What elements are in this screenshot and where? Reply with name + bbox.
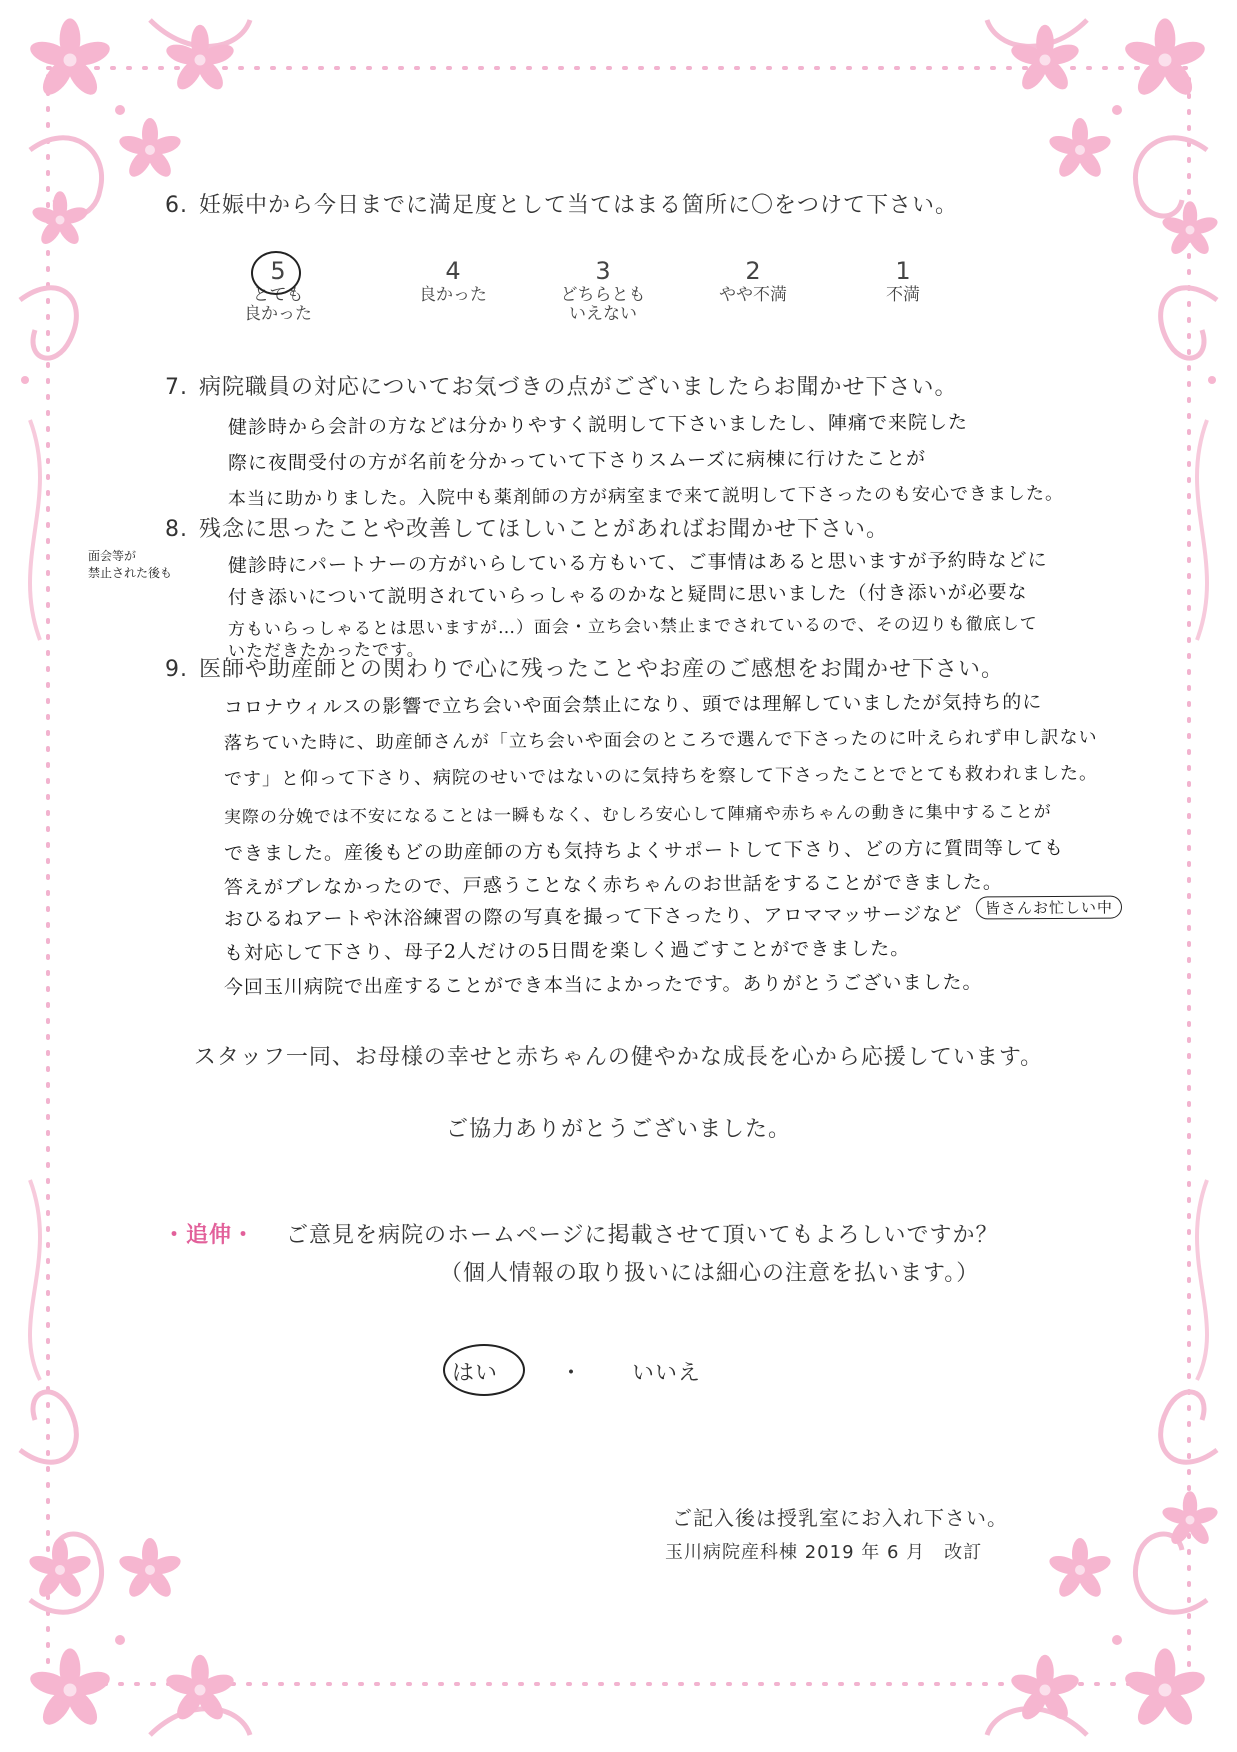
- q6-option-3-label-1: どちらとも: [560, 285, 646, 305]
- postscript-label: ・追伸・: [163, 1223, 256, 1248]
- q6-option-4[interactable]: [393, 258, 513, 305]
- q8-number: 8.: [165, 517, 188, 542]
- q6-option-4-label-1: 良かった: [419, 285, 487, 305]
- q6-option-1-value: 1: [895, 257, 911, 285]
- q9-answer-line-1: コロナウィルスの影響で立ち会いや面会禁止になり、頭では理解していましたが気持ち的に: [223, 691, 1043, 719]
- q6-option-5-label-2: 良かった: [244, 304, 312, 324]
- q7-number: 7.: [165, 375, 188, 400]
- q6-number: 6.: [165, 193, 188, 218]
- q8-answer-line-1: 健診時にパートナーの方がいらしている方もいて、ご事情はあると思いますが予約時などに: [227, 549, 1048, 577]
- q6-option-3-label-2: いえない: [569, 304, 637, 324]
- q6-option-3-value: 3: [595, 257, 611, 285]
- q8-answer-line-4: いただきたかったです。: [227, 640, 425, 662]
- closing-message: スタッフ一同、お母様の幸せと赤ちゃんの健やかな成長を心から応援しています。: [193, 1045, 1044, 1070]
- q9-insertion-note: 皆さんお忙しい中: [976, 895, 1122, 919]
- q8-margin-note-line-1: 面会等が: [88, 549, 137, 563]
- q6-option-1-label-1: 不満: [886, 285, 920, 305]
- q9-answer-line-6: 答えがブレなかったので、戸惑うことなく赤ちゃんのお世話をすることができました。: [223, 871, 1003, 899]
- q9-question-text: 医師や助産師との関わりで心に残ったことやお産のご感想をお聞かせ下さい。: [199, 657, 1005, 682]
- q9-answer-line-4: 実際の分娩では不安になることは一瞬もなく、むしろ安心して陣痛や赤ちゃんの動きに集中することが: [223, 802, 1052, 828]
- q8-answer-line-3: 方もいらっしゃるとは思いますが…）面会・立ち会い禁止までされているので、その辺りも徹底して: [227, 614, 1038, 640]
- option-no[interactable]: いいえ: [632, 1361, 702, 1386]
- q6-question: [165, 188, 958, 219]
- q8-margin-note: [88, 548, 172, 582]
- q9-question: [165, 652, 1004, 683]
- q6-selection-circle: [251, 251, 301, 295]
- option-yes[interactable]: はい: [452, 1361, 499, 1386]
- q6-question-text: 妊娠中から今日までに満足度として当てはまる箇所に〇をつけて下さい。: [199, 193, 959, 218]
- q6-option-4-value: 4: [445, 257, 461, 285]
- q7-answer-line-2: 際に夜間受付の方が名前を分かっていて下さりスムーズに病棟に行けたことが: [227, 447, 927, 475]
- q9-answer-line-3: です」と仰って下さり、病院のせいではないのに気持ちを察して下さったことでとても救われました。: [223, 762, 1099, 791]
- q9-answer-line-9: 今回玉川病院で出産することができ本当によかったです。ありがとうございました。: [223, 971, 983, 999]
- q8-margin-note-line-2: 禁止された後も: [88, 566, 173, 580]
- q8-question-text: 残念に思ったことや改善してほしいことがあればお聞かせ下さい。: [199, 517, 890, 542]
- footer-instruction: ご記入後は授乳室にお入れ下さい。: [672, 1506, 1008, 1530]
- q7-answer-line-1: 健診時から会計の方などは分かりやすく説明して下さいましたし、陣痛で来院した: [227, 411, 969, 439]
- q7-answer-line-3: 本当に助かりました。入院中も薬剤師の方が病室まで来て説明して下さったのも安心できました。: [227, 483, 1065, 510]
- thank-you-message: ご協力ありがとうございました。: [445, 1117, 791, 1142]
- q7-question-text: 病院職員の対応についてお気づきの点がございましたらお聞かせ下さい。: [199, 375, 958, 400]
- q6-option-1[interactable]: [843, 258, 963, 305]
- footer-revision: 玉川病院産科棟 2019 年 6 月 改訂: [665, 1542, 983, 1563]
- q7-question: [165, 370, 958, 401]
- postscript-note: （個人情報の取り扱いには細心の注意を払います。）: [440, 1261, 980, 1286]
- q6-option-5-label-1: とても: [252, 285, 304, 305]
- q6-option-5-value: 5: [270, 257, 286, 285]
- q6-option-2-label-1: やや不満: [719, 285, 787, 305]
- q6-option-3[interactable]: [543, 258, 663, 324]
- q9-answer-line-2: 落ちていた時に、助産師さんが「立ち会いや面会のところで選んで下さったのに叶えられず申し訳ない: [223, 726, 1098, 755]
- q6-option-2[interactable]: [693, 258, 813, 305]
- q8-question: [165, 512, 889, 543]
- q9-answer-line-7: おひるねアートや沐浴練習の際の写真を撮って下さったり、アロママッサージなど: [223, 903, 963, 931]
- postscript-question: ご意見を病院のホームページに掲載させて頂いてもよろしいですか？: [286, 1223, 999, 1248]
- yes-selection-circle: [443, 1344, 525, 1396]
- option-separator: ・: [560, 1361, 584, 1386]
- q9-answer-line-5: できました。産後もどの助産師の方も気持ちよくサポートして下さり、どの方に質問等しても: [223, 837, 1065, 865]
- q8-answer-line-2: 付き添いについて説明されていらっしゃるのかなと疑問に思いました（付き添いが必要な: [227, 581, 1028, 609]
- q9-number: 9.: [165, 657, 188, 682]
- q6-option-2-value: 2: [745, 257, 761, 285]
- q9-answer-line-8: も対応して下さり、母子2人だけの5日間を楽しく過ごすことができました。: [223, 937, 911, 965]
